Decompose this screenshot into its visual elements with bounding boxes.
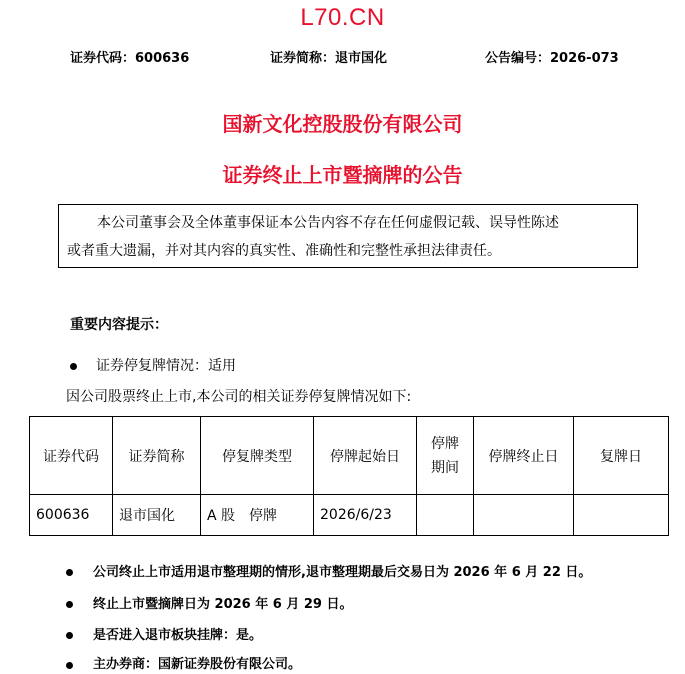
bullet-delisting-date: 终止上市暨摘牌日为 2026 年 6 月 29 日。 (93, 597, 353, 612)
company-name-title: 国新文化控股股份有限公司 (222, 112, 463, 136)
security-short-name: 证券简称：退市国化 (270, 51, 388, 66)
key-points-heading: 重要内容提示： (70, 317, 168, 333)
cell-code: 600636 (30, 495, 113, 536)
header-cell-start: 停牌起始日 (314, 417, 417, 495)
bullet-icon (70, 363, 77, 370)
cell-period (417, 495, 474, 536)
notice-line-1: 本公司董事会及全体董事保证本公告内容不存在任何虚假记载、误导性陈述 (97, 215, 559, 231)
bullet-icon (66, 601, 73, 608)
header-cell-period (417, 417, 474, 495)
bullet-delisting-board: 是否进入退市板块挂牌：是。 (93, 628, 263, 643)
cell-type: A 股 停牌 (201, 495, 314, 536)
announcement-title: 证券终止上市暨摘牌的公告 (222, 163, 463, 187)
bullet-delisting-period: 公司终止上市适用退市整理期的情形,退市整理期最后交易日为 2026 年 6 月 22 日。 (93, 565, 592, 580)
watermark-text: L70.CN (300, 4, 385, 31)
bullet-icon (66, 662, 73, 669)
bullet-icon (66, 569, 73, 576)
cell-end (474, 495, 574, 536)
cell-start: 2026/6/23 (314, 495, 417, 536)
header-period-line-1: 停牌 (431, 435, 459, 452)
cell-resume (574, 495, 669, 536)
suspension-status: 证券停复牌情况：适用 (96, 358, 236, 374)
bullet-icon (66, 632, 73, 639)
header-cell-name: 证券简称 (113, 417, 201, 495)
suspension-table (29, 416, 669, 536)
security-code: 证券代码：600636 (70, 51, 190, 66)
cell-name: 退市国化 (113, 495, 201, 536)
header-cell-type: 停复牌类型 (201, 417, 314, 495)
suspension-intro: 因公司股票终止上市,本公司的相关证券停复牌情况如下: (66, 389, 412, 405)
header-cell-end: 停牌终止日 (474, 417, 574, 495)
table-header-row (30, 417, 669, 495)
guarantee-notice-box (58, 204, 638, 268)
header-period-line-2: 期间 (431, 459, 459, 476)
header-cell-resume: 复牌日 (574, 417, 669, 495)
bullet-sponsor-broker: 主办券商：国新证券股份有限公司。 (93, 657, 302, 672)
header-cell-code: 证券代码 (30, 417, 113, 495)
notice-line-2: 或者重大遗漏，并对其内容的真实性、准确性和完整性承担法律责任。 (67, 243, 501, 259)
announcement-number: 公告编号：2026-073 (485, 51, 619, 66)
table-row (30, 495, 669, 536)
